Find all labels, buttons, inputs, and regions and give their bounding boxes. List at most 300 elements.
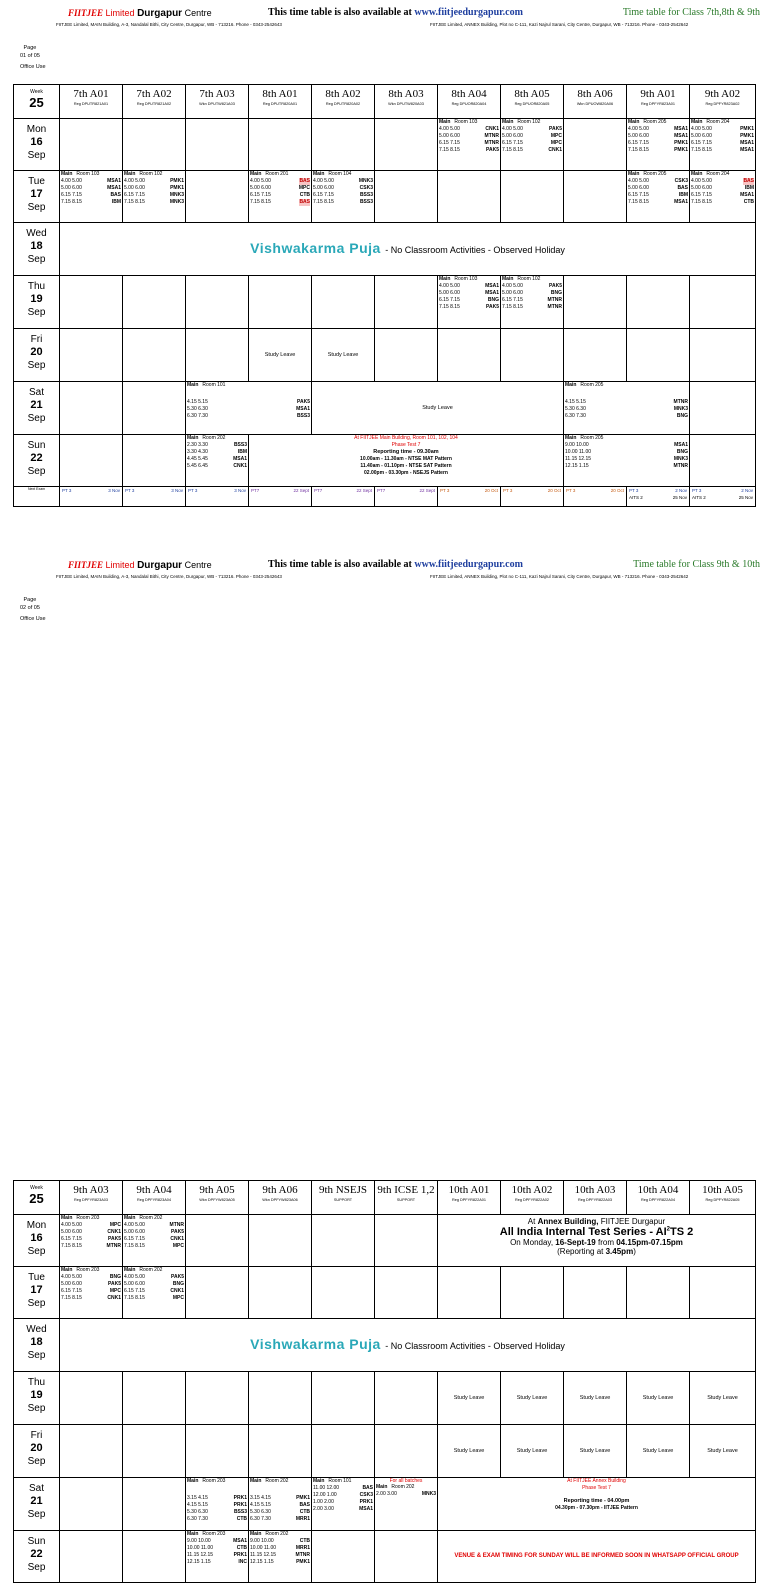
session-row <box>187 1502 247 1509</box>
session-venue: Main Room 103 <box>439 276 478 282</box>
office-use-label: Office Use <box>20 616 46 622</box>
session-row <box>124 1222 184 1229</box>
session-row <box>61 199 121 206</box>
session-time: 3.15 4.15 <box>187 1495 208 1501</box>
row-tue <box>14 171 756 223</box>
grid-cell <box>60 435 123 487</box>
study-leave: Study Leave <box>627 1372 690 1425</box>
session-row <box>439 290 499 297</box>
session-venue: Main Room 102 <box>124 171 163 177</box>
session-venue: Main Room 103 <box>439 119 478 125</box>
session-time: 10.00 11.00 <box>187 1545 214 1551</box>
session-time: 4.15 5.15 <box>250 1502 271 1508</box>
session-venue: Main Room 202 <box>250 1531 289 1537</box>
session-block <box>249 1478 311 1523</box>
faculty-code: MTNR <box>295 1552 310 1558</box>
row-wed <box>14 1319 756 1372</box>
session-time: 7.15 8.15 <box>124 1295 145 1301</box>
session-row <box>691 133 754 140</box>
session-time: 5.00 6.00 <box>439 290 460 296</box>
faculty-code: MTNR <box>673 399 688 405</box>
faculty-code: MSA1 <box>740 147 754 153</box>
session-time: 6.15 7.15 <box>61 1288 82 1294</box>
faculty-code: BNG <box>172 1281 184 1287</box>
session-time: 5.00 6.00 <box>691 133 712 139</box>
session-block <box>312 1478 374 1513</box>
faculty-code: BAS <box>299 178 310 184</box>
grid-cell <box>60 1531 123 1583</box>
session-row <box>187 1545 247 1552</box>
faculty-code: MPC <box>172 1243 184 1249</box>
sunday-notice: VENUE & EXAM TIMING FOR SUNDAY WILL BE INFORMED SOON IN WHATSAPP OFFICIAL GROUP <box>438 1531 756 1583</box>
session-time: 6.15 7.15 <box>250 192 271 198</box>
session-row <box>187 413 310 420</box>
session-time: 6.15 7.15 <box>439 297 460 303</box>
session-cell <box>186 1478 249 1531</box>
session-row <box>691 140 754 147</box>
timetable-title: Time table for Class 7th,8th & 9th <box>622 7 760 18</box>
col-header: 7th A03 Wkn DPUTW821A03 <box>186 85 249 119</box>
grid-cell <box>375 119 438 171</box>
faculty-code: MSA1 <box>107 185 121 191</box>
faculty-code: PAK5 <box>108 1281 121 1287</box>
session-row <box>250 1516 310 1523</box>
faculty-code: CSK3 <box>359 1492 373 1498</box>
address-annex: FIITJEE Limited, ANNEX Building, Plot no C-111, Kazi Najrul Sarani, City Centre, Durgapur, WB - 713216. Phone - 0343-2542642 <box>430 574 689 579</box>
session-row <box>250 1552 310 1559</box>
session-cell <box>186 1531 249 1583</box>
faculty-code: MSA1 <box>674 133 688 139</box>
grid-cell <box>312 1267 375 1319</box>
faculty-code: MSA1 <box>233 456 247 462</box>
session-time: 5.00 6.00 <box>691 185 712 191</box>
col-header: 7th A02 Reg DPUTR821A02 <box>123 85 186 119</box>
session-time: 6.15 7.15 <box>124 192 145 198</box>
website-link[interactable]: www.fiitjeedurgapur.com <box>414 559 523 570</box>
day-cell: Wed 18 Sep <box>14 223 60 276</box>
faculty-code: BAS <box>110 192 121 198</box>
col-header: 9th A01 Reg DPFYR823A01 <box>627 85 690 119</box>
faculty-code: PAK5 <box>171 1274 184 1280</box>
faculty-code: PMK1 <box>296 1559 310 1565</box>
row-fri <box>14 329 756 382</box>
faculty-code: MPC <box>109 1222 121 1228</box>
session-row <box>565 399 688 406</box>
grid-cell <box>186 1372 249 1425</box>
faculty-code: MTNR <box>484 133 499 139</box>
day-cell: Mon 16 Sep <box>14 1215 60 1267</box>
session-time: 5.00 6.00 <box>313 185 334 191</box>
address-annex: FIITJEE Limited, ANNEX Building, Plot no C-111, Kazi Najrul Sarani, City Centre, Durgapur, WB - 713216. Phone - 0343-2542642 <box>430 22 689 27</box>
grid-cell <box>438 171 501 223</box>
session-row <box>628 192 688 199</box>
session-time: 4.15 5.15 <box>565 399 586 405</box>
faculty-code: CNK1 <box>233 463 247 469</box>
session-block <box>123 1267 185 1302</box>
session-row <box>439 147 499 154</box>
session-cell <box>249 1478 312 1531</box>
session-time: 4.00 5.00 <box>628 178 649 184</box>
grid-cell <box>186 171 249 223</box>
session-time: 5.30 6.30 <box>250 1509 271 1515</box>
session-row <box>628 133 688 140</box>
session-row <box>61 1288 121 1295</box>
grid-cell <box>690 276 756 329</box>
faculty-code: CNK1 <box>107 1229 121 1235</box>
session-row <box>187 406 310 413</box>
day-cell: Fri 20 Sep <box>14 1425 60 1478</box>
grid-cell <box>690 435 756 487</box>
grid-cell: PT 3 2 Nov AITS 2 25 Nov <box>690 487 756 507</box>
session-time: 4.15 5.15 <box>187 399 208 405</box>
grid-cell <box>312 1531 375 1583</box>
session-row <box>628 147 688 154</box>
session-time: 6.15 7.15 <box>61 192 82 198</box>
grid-cell <box>564 1267 627 1319</box>
session-venue: Main Room 202 <box>187 435 226 441</box>
session-venue: Main Room 203 <box>187 1478 226 1484</box>
session-row <box>187 1495 247 1502</box>
col-header: 7th A01 Reg DPUTR821A01 <box>60 85 123 119</box>
session-time: 4.00 5.00 <box>124 1222 145 1228</box>
day-cell: Sat 21 Sep <box>14 1478 60 1531</box>
col-header: 8th A02 Reg DPUTR820A02 <box>312 85 375 119</box>
faculty-code: MTNR <box>106 1243 121 1249</box>
grid-cell <box>375 171 438 223</box>
study-leave: Study Leave <box>312 382 564 435</box>
session-row <box>250 1559 310 1566</box>
row-fri <box>14 1425 756 1478</box>
session-row <box>61 1274 121 1281</box>
grid-cell <box>249 1215 312 1267</box>
grid-cell <box>375 276 438 329</box>
session-cell <box>690 119 756 171</box>
faculty-code: BAS <box>743 178 754 184</box>
grid-cell <box>627 1267 690 1319</box>
faculty-code: MTNR <box>169 1222 184 1228</box>
session-block <box>690 119 755 154</box>
session-block <box>690 171 755 206</box>
session-row <box>565 463 688 470</box>
session-cell <box>186 382 312 435</box>
session-row <box>628 199 688 206</box>
grid-cell <box>501 1267 564 1319</box>
grid-cell <box>627 276 690 329</box>
session-row <box>313 192 373 199</box>
col-header: 10th A04 Reg DPFYR822A04 <box>627 1181 690 1215</box>
day-cell: Thu 19 Sep <box>14 276 60 329</box>
week-cell: Week 25 <box>14 85 60 119</box>
col-header: 9th ICSE 1,2 SUPPORT <box>375 1181 438 1215</box>
session-block <box>60 1267 122 1302</box>
session-time: 4.00 5.00 <box>439 126 460 132</box>
website-link[interactable]: www.fiitjeedurgapur.com <box>414 7 523 18</box>
grid-cell <box>60 1372 123 1425</box>
grid-cell: PT 3 3 Nov <box>186 487 249 507</box>
faculty-code: MTNR <box>484 140 499 146</box>
timetable-title: Time table for Class 9th & 10th <box>633 559 760 570</box>
faculty-code: BNG <box>109 1274 121 1280</box>
session-venue: Main Room 202 <box>376 1484 415 1490</box>
session-time: 5.00 6.00 <box>61 185 82 191</box>
faculty-code: PMK1 <box>740 126 754 132</box>
session-row <box>187 1509 247 1516</box>
faculty-code: PAK5 <box>549 283 562 289</box>
centre-logo: FIITJEE Limited Durgapur Centre <box>68 8 212 19</box>
session-time: 4.00 5.00 <box>313 178 334 184</box>
timetable-grid <box>13 1180 756 1583</box>
session-row <box>628 126 688 133</box>
faculty-code: MSA1 <box>674 126 688 132</box>
session-cell <box>438 119 501 171</box>
session-row <box>61 1243 121 1250</box>
faculty-code: MTNR <box>547 304 562 310</box>
session-time: 4.00 5.00 <box>250 178 271 184</box>
session-row <box>313 1485 373 1492</box>
row-wed <box>14 223 756 276</box>
faculty-code: MSA1 <box>359 1506 373 1512</box>
session-row <box>502 290 562 297</box>
col-header: 8th A04 Reg DPUOR820A04 <box>438 85 501 119</box>
study-leave: Study Leave <box>564 1425 627 1478</box>
session-row <box>250 1538 310 1545</box>
week-cell: Week 25 <box>14 1181 60 1215</box>
session-block <box>249 1531 311 1566</box>
session-time: 6.30 7.30 <box>187 413 208 419</box>
day-cell: Sun 22 Sep <box>14 435 60 487</box>
study-leave: Study Leave <box>249 329 312 382</box>
col-header: 9th A04 Reg DPFYR823A04 <box>123 1181 186 1215</box>
col-header: 8th A01 Reg DPUTR820A01 <box>249 85 312 119</box>
grid-cell <box>312 276 375 329</box>
session-time: 4.00 5.00 <box>691 126 712 132</box>
faculty-code: MSA1 <box>740 192 754 198</box>
faculty-code: MNK3 <box>673 406 688 412</box>
session-block <box>501 276 563 311</box>
session-row <box>187 1538 247 1545</box>
session-time: 11.15 12.15 <box>565 456 592 462</box>
faculty-code: CTB <box>299 192 310 198</box>
session-row <box>250 1502 310 1509</box>
faculty-code: PMK1 <box>674 140 688 146</box>
session-row <box>502 297 562 304</box>
faculty-code: CNK1 <box>107 1295 121 1301</box>
office-use-label: Office Use <box>20 64 46 70</box>
session-row <box>61 1222 121 1229</box>
row-sat <box>14 1478 756 1531</box>
faculty-code: CTB <box>299 1509 310 1515</box>
faculty-code: PAK5 <box>486 147 499 153</box>
faculty-code: PRK1 <box>233 1552 247 1558</box>
session-block <box>375 1484 437 1498</box>
row-sun <box>14 435 756 487</box>
session-time: 12.15 1.15 <box>250 1559 274 1565</box>
faculty-code: PMK1 <box>674 147 688 153</box>
faculty-code: MNK3 <box>673 456 688 462</box>
grid-cell: PT 3 20 Oct <box>501 487 564 507</box>
faculty-code: MSA1 <box>107 178 121 184</box>
faculty-code: BSS3 <box>296 413 310 419</box>
session-time: 5.00 6.00 <box>502 290 523 296</box>
aits-announcement: At Annex Building, FIITJEE Durgapur All India Internal Test Series - $AI^2TS$ 2 On Monday, 16-Sept-19 from 04.15pm-07.15pm (Reporting at 3.45pm) <box>438 1215 756 1267</box>
session-venue: Main Room 202 <box>124 1215 163 1221</box>
grid-cell <box>312 119 375 171</box>
session-row <box>565 456 688 463</box>
faculty-code: MSA1 <box>485 290 499 296</box>
grid-cell <box>123 1372 186 1425</box>
session-row <box>61 1236 121 1243</box>
faculty-code: MSA1 <box>296 406 310 412</box>
grid-cell <box>60 1425 123 1478</box>
session-time: 6.15 7.15 <box>502 140 523 146</box>
grid-cell <box>186 329 249 382</box>
session-row <box>313 199 373 206</box>
session-row <box>124 185 184 192</box>
holiday-banner: Vishwakarma Puja - No Classroom Activities - Observed Holiday <box>60 223 756 276</box>
session-time: 12.15 1.15 <box>187 1559 211 1565</box>
session-venue: Main Room 205 <box>565 435 604 441</box>
session-cell <box>501 276 564 329</box>
page-number: Page 02 of 05 <box>20 597 40 611</box>
timetable-grid <box>13 84 756 507</box>
grid-cell <box>123 435 186 487</box>
session-time: 7.15 8.15 <box>691 147 712 153</box>
session-time: 5.30 6.30 <box>187 1509 208 1515</box>
grid-cell: PT 3 2 Nov AITS 2 25 Nov <box>627 487 690 507</box>
session-cell <box>186 435 249 487</box>
col-header: 10th A03 Reg DPFYR822A03 <box>564 1181 627 1215</box>
session-time: 7.15 8.15 <box>124 199 145 205</box>
session-time: 6.15 7.15 <box>124 1288 145 1294</box>
session-venue: Main Room 205 <box>628 171 667 177</box>
grid-cell <box>375 1372 438 1425</box>
faculty-code: PMK1 <box>740 133 754 139</box>
session-cell <box>123 1215 186 1267</box>
col-header: 9th A03 Reg DPFYR823A03 <box>60 1181 123 1215</box>
session-cell <box>60 1215 123 1267</box>
session-cell <box>60 1267 123 1319</box>
faculty-code: BSS3 <box>233 442 247 448</box>
faculty-code: BAS <box>299 199 310 205</box>
session-time: 2.30 3.30 <box>187 442 208 448</box>
centre-logo: FIITJEE Limited Durgapur Centre <box>68 560 212 571</box>
grid-cell <box>375 1215 438 1267</box>
session-row <box>61 192 121 199</box>
faculty-code: CNK1 <box>548 147 562 153</box>
session-cell: For all batches Main Room 202 2.00 3.00 MNK3 <box>375 1478 438 1531</box>
faculty-code: MNK3 <box>358 178 373 184</box>
session-row <box>187 456 247 463</box>
grid-cell <box>60 276 123 329</box>
grid-cell <box>249 1425 312 1478</box>
holiday-banner: Vishwakarma Puja - No Classroom Activities - Observed Holiday <box>60 1319 756 1372</box>
session-row <box>187 463 247 470</box>
faculty-code: CNK1 <box>170 1288 184 1294</box>
faculty-code: CSK3 <box>359 185 373 191</box>
session-time: 5.00 6.00 <box>124 185 145 191</box>
session-row <box>439 297 499 304</box>
timetable-page-2 <box>0 552 768 1573</box>
faculty-code: MNK3 <box>169 199 184 205</box>
faculty-code: MPC <box>109 1288 121 1294</box>
faculty-code: CTB <box>743 199 754 205</box>
session-row <box>502 133 562 140</box>
session-row <box>124 178 184 185</box>
session-cell <box>438 276 501 329</box>
session-block <box>627 171 689 206</box>
grid-cell <box>186 276 249 329</box>
day-cell: Mon 16 Sep <box>14 119 60 171</box>
session-time: 4.00 5.00 <box>124 1274 145 1280</box>
grid-cell <box>249 276 312 329</box>
session-row <box>313 185 373 192</box>
session-time: 11.15 12.15 <box>187 1552 214 1558</box>
session-row <box>691 147 754 154</box>
session-block <box>186 435 248 470</box>
session-cell <box>312 171 375 223</box>
grid-cell <box>375 1267 438 1319</box>
session-row <box>376 1491 436 1498</box>
faculty-code: MSA1 <box>674 199 688 205</box>
session-row <box>691 178 754 185</box>
session-time: 3.15 4.15 <box>250 1495 271 1501</box>
session-row <box>124 1243 184 1250</box>
study-leave: Study Leave <box>501 1372 564 1425</box>
session-time: 4.00 5.00 <box>124 178 145 184</box>
grid-cell <box>312 1425 375 1478</box>
faculty-code: CTB <box>299 1538 310 1544</box>
faculty-code: MTNR <box>673 463 688 469</box>
session-row <box>250 199 310 206</box>
session-row <box>250 192 310 199</box>
faculty-code: MNK3 <box>421 1491 436 1497</box>
session-time: 5.00 6.00 <box>250 185 271 191</box>
study-leave: Study Leave <box>438 1425 501 1478</box>
session-time: 5.00 6.00 <box>61 1229 82 1235</box>
faculty-code: BAS <box>677 185 688 191</box>
session-time: 7.15 8.15 <box>502 147 523 153</box>
session-row <box>502 147 562 154</box>
availability-note: This time table is also available at www.fiitjeedurgapur.com <box>268 559 523 570</box>
faculty-code: PAK5 <box>549 126 562 132</box>
session-block <box>60 171 122 206</box>
session-time: 5.00 6.00 <box>124 1281 145 1287</box>
faculty-code: MPC <box>172 1295 184 1301</box>
grid-cell: PT7 22 Sept <box>375 487 438 507</box>
session-row <box>124 1288 184 1295</box>
grid-cell <box>60 1478 123 1531</box>
session-venue: Main Room 201 <box>250 171 289 177</box>
session-cell <box>60 171 123 223</box>
session-row <box>187 442 247 449</box>
session-time: 5.30 6.30 <box>187 406 208 412</box>
session-time: 5.00 6.00 <box>124 1229 145 1235</box>
session-venue: Main Room 101 <box>313 1478 352 1484</box>
faculty-code: IBM <box>111 199 121 205</box>
session-time: 2.00 3.00 <box>376 1491 397 1497</box>
session-row <box>250 1509 310 1516</box>
session-cell <box>627 119 690 171</box>
session-cell <box>249 171 312 223</box>
col-header: 9th A05 Wkn DPFYW823A05 <box>186 1181 249 1215</box>
session-time: 12.15 1.15 <box>565 463 589 469</box>
grid-cell <box>123 276 186 329</box>
session-venue: Main Room 205 <box>628 119 667 125</box>
grid-cell <box>186 1215 249 1267</box>
session-time: 7.15 8.15 <box>250 199 271 205</box>
grid-cell <box>375 1425 438 1478</box>
study-leave: Study Leave <box>564 1372 627 1425</box>
